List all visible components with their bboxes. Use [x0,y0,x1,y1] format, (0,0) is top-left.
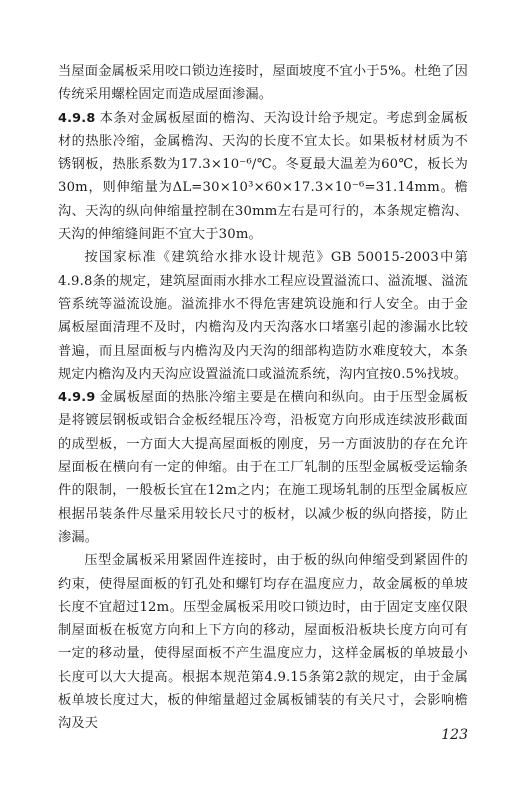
paragraph-text: 本条对金属板屋面的檐沟、天沟设计给予规定。考虑到金属板材的热胀冷缩，金属檐沟、天沟的长度不宜太长。如果板材材质为不锈钢板，热胀系数为17.3×10⁻⁶/℃。冬夏最大温差为60℃，板长为30m，则伸缩量为ΔL=30×10³×60×17.3×10⁻⁶=31.14mm。檐沟、天沟的纵向伸缩量控制在30mm左右是可行的，本条规定檐沟、天沟的伸缩缝间距不宜大于30m。 [58,110,468,243]
paragraph-text: 按国家标准《建筑给水排水设计规范》GB 50015-2003中第4.9.8条的规定，建筑屋面雨水排水工程应设置溢流口、溢流堰、溢流管系统等溢流设施。溢流排水不得危害建筑设施和行人安全。由于金属板屋面清理不及时，内檐沟及内天沟落水口堵塞引起的渗漏水比较普遍，而且屋面板与内檐沟及内天沟的细部构造防水难度较大，本条规定内檐沟及内天沟应设置溢流口或溢流系统，沟内宜按0.5%找坡。 [58,250,468,382]
section-number: 4.9.9 [58,390,96,406]
paragraph-5 [58,549,468,735]
paragraph-text: 当屋面金属板采用咬口锁边连接时，屋面坡度不宜小于5%。杜绝了因传统采用螺栓固定而造成屋面渗漏。 [58,64,468,103]
paragraph-1 [58,60,468,107]
paragraph-3 [58,246,468,386]
paragraph-4-9-8 [58,107,468,247]
paragraph-4-9-9 [58,386,468,549]
document-body [58,60,468,736]
section-number: 4.9.8 [58,110,96,126]
page-number: 123 [441,727,468,743]
paragraph-text: 金属板屋面的热胀冷缩主要是在横向和纵向。由于压型金属板是将镀层钢板或铝合金板经辊压冷弯，沿板宽方向形成连续波形截面的成型板，一方面大大提高屋面板的刚度，另一方面波肋的存在允许屋面板在横向有一定的伸缩。由于在工厂轧制的压型金属板受运输条件的限制，一般板长宜在12m之内；在施工现场轧制的压型金属板应根据吊装条件尽量采用较长尺寸的板材，以减少板的纵向搭接，防止渗漏。 [58,390,468,545]
paragraph-text: 压型金属板采用紧固件连接时，由于板的纵向伸缩受到紧固件的约束，使得屋面板的钉孔处和螺钉均存在温度应力，故金属板的单坡长度不宜超过12m。压型金属板采用咬口锁边时，由于固定支座仅限制屋面板在板宽方向和上下方向的移动，屋面板沿板块长度方向可有一定的移动量，使得屋面板不产生温度应力，这样金属板的单坡最小长度可以大大提高。根据本规范第4.9.15条第2款的规定，由于金属板单坡长度过大，板的伸缩量超过金属板铺装的有关尺寸，会影响檐沟及天 [58,553,468,732]
